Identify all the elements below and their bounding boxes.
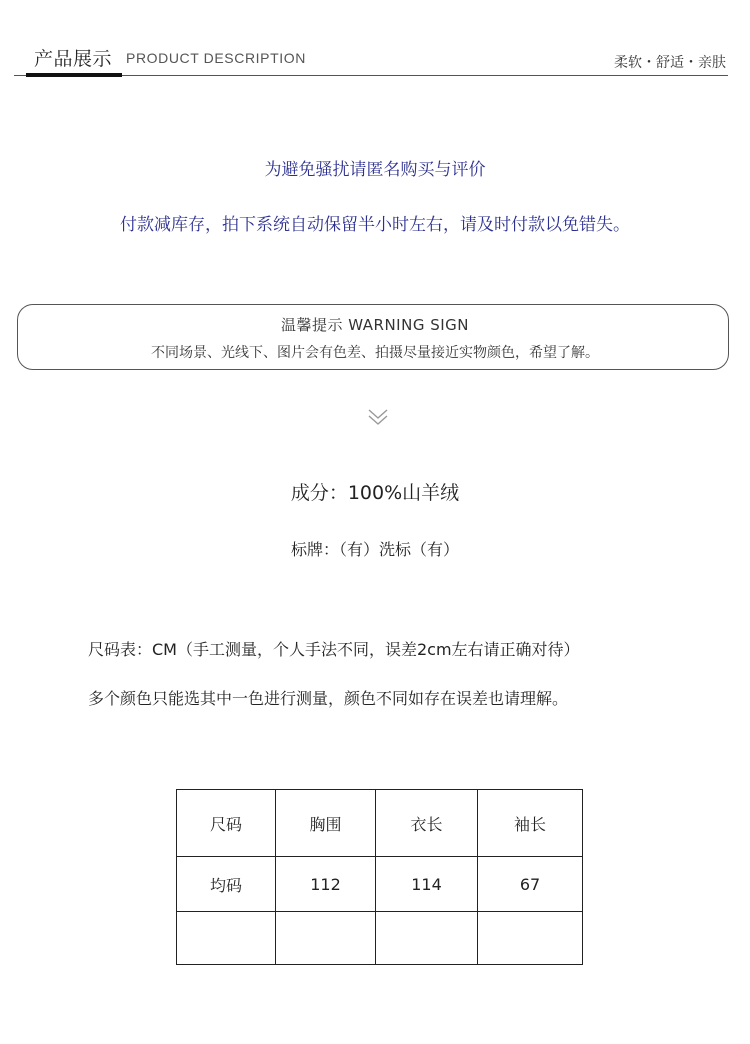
table-cell <box>376 912 478 965</box>
table-header-cell: 袖长 <box>478 790 583 857</box>
table-row <box>177 912 583 965</box>
table-cell <box>177 912 276 965</box>
color-note: 多个颜色只能选其中一色进行测量，颜色不同如存在误差也请理解。 <box>88 689 569 708</box>
payment-notice: 付款减库存，拍下系统自动保留半小时左右，请及时付款以免错失。 <box>120 215 630 235</box>
label-info-text: 标牌：（有）洗标（有） <box>290 540 459 559</box>
table-cell: 67 <box>478 857 583 912</box>
table-cell: 均码 <box>177 857 276 912</box>
header-accent-bar <box>26 73 122 77</box>
anonymous-purchase-notice: 为避免骚扰请匿名购买与评价 <box>264 160 486 180</box>
table-header-cell: 胸围 <box>276 790 376 857</box>
tagline: 柔软・舒适・亲肤 <box>614 55 726 71</box>
warning-text: 不同场景、光线下、图片会有色差、拍摄尽量接近实物颜色，希望了解。 <box>151 345 599 361</box>
size-table <box>176 789 583 965</box>
section-title: 产品展示 <box>34 48 113 70</box>
composition-text: 成分：100%山羊绒 <box>290 482 460 504</box>
warning-title: 温馨提示 WARNING SIGN <box>280 316 469 334</box>
table-header-row <box>177 790 583 857</box>
double-chevron-down-icon <box>365 407 391 427</box>
table-cell: 114 <box>376 857 478 912</box>
table-cell <box>478 912 583 965</box>
size-chart-note: 尺码表：CM（手工测量，个人手法不同，误差2cm左右请正确对待） <box>88 640 580 659</box>
table-row <box>177 857 583 912</box>
section-subtitle: PRODUCT DESCRIPTION <box>126 50 306 66</box>
table-header-cell: 衣长 <box>376 790 478 857</box>
table-cell <box>276 912 376 965</box>
table-cell: 112 <box>276 857 376 912</box>
table-header-cell: 尺码 <box>177 790 276 857</box>
